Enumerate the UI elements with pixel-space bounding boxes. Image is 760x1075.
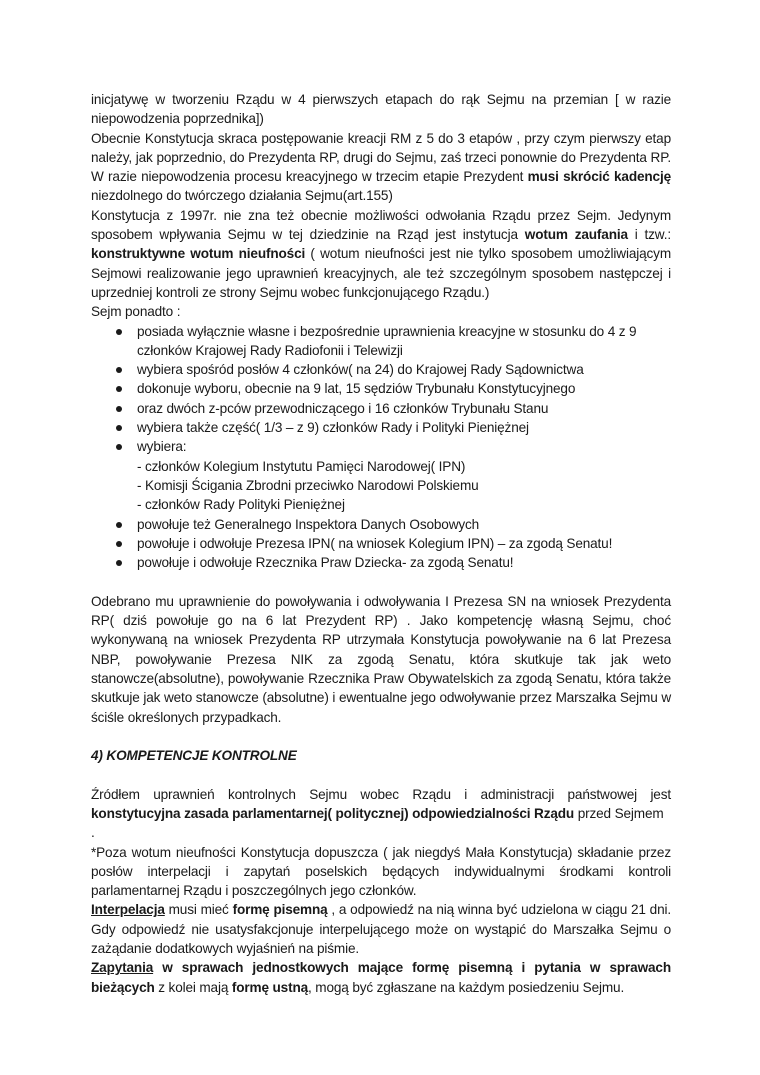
paragraph-appointments: Odebrano mu uprawnienie do powoływania i odwoływania I Prezesa SN na wniosek Prezydenta RP( dziś powołuje go na 6 lat Prezydent RP) . Jako kompetencję własną Sejmu, choć wykonywaną na wniosek Prezydenta RP utrzymała Konstytucja powoływanie na 6 lat Prezesa NBP, powoływanie Prezesa NIK za zgodą Senatu, która skutkuje tak jak weto stanowcze(absolutne), powoływanie Rzecznika Praw Obywatelskich za zgodą Senatu, która także skutkuje jak weto stanowcze (absolutne) i ewentualne jego odwoływanie przez Marszałka Sejmu w ściśle określonych przypadkach. xyxy=(91,593,671,725)
paragraph-text: niezdolnego do twórczego działania Sejmu(art.155) xyxy=(91,188,393,204)
bold-text: konstytucyjna zasada parlamentarnej( politycznej) odpowiedzialności Rządu xyxy=(91,805,575,821)
bullet-icon xyxy=(116,444,122,450)
list-item-text: powołuje też Generalnego Inspektora Danych Osobowych xyxy=(137,516,480,532)
list-item-text: posiada wyłącznie własne i bezpośrednie uprawnienia kreacyjne w stosunku do 4 z 9 członków Krajowej Rady Radiofonii i Telewizji xyxy=(137,323,637,358)
list-item-text: wybiera: xyxy=(137,439,187,455)
section-heading: 4) KOMPETENCJE KONTROLNE xyxy=(91,748,297,764)
bullet-icon xyxy=(116,386,122,392)
paragraph-interpellations: *Poza wotum nieufności Konstytucja dopuszcza ( jak niegdyś Mała Konstytucja) składanie przez posłów interpelacji i zapytań poselskich będących indywidualnymi środkami kontroli parlamentarnej Rządu i poszczególnych jego członków. xyxy=(91,844,671,899)
list-item-text: wybiera także część( 1/3 – z 9) członków Rady i Polityki Pieniężnej xyxy=(137,420,529,436)
paragraph-zapytania xyxy=(91,958,671,997)
bold-text: formę ustną xyxy=(231,979,309,995)
bold-text: musi skrócić kadencję xyxy=(527,169,671,185)
list-item-text: dokonuje wyboru, obecnie na 9 lat, 15 sędziów Trybunału Konstytucyjnego xyxy=(137,381,576,397)
list-item xyxy=(91,399,671,418)
bold-text: w sprawach jednostkowych mające formę pisemną i pytania w sprawach bieżących xyxy=(91,960,671,995)
bullet-icon xyxy=(116,560,122,566)
paragraph-text: inicjatywę w tworzeniu Rządu w 4 pierwszych etapach do rąk Sejmu na przemian [ w razie niepowodzenia poprzednika]) xyxy=(91,92,671,127)
list-item xyxy=(91,418,671,437)
list-item-text: powołuje i odwołuje Rzecznika Praw Dziecka- za zgodą Senatu! xyxy=(137,555,514,571)
paragraph-intro xyxy=(91,90,671,129)
list-item xyxy=(91,534,671,553)
list-item-text: oraz dwóch z-pców przewodniczącego i 16 członków Trybunału Stanu xyxy=(137,400,549,416)
paragraph-interpelacja xyxy=(91,900,671,958)
paragraph-text: przed Sejmem xyxy=(574,805,664,821)
bold-underlined-text: Zapytania xyxy=(91,960,154,976)
bullet-icon xyxy=(116,522,122,528)
bullet-icon xyxy=(116,367,122,373)
spacer xyxy=(91,765,671,784)
bold-underlined-text: Interpelacja xyxy=(91,902,165,918)
bold-text: wotum zaufania xyxy=(524,227,628,243)
paragraph-text: z kolei mają xyxy=(154,979,232,995)
list-item xyxy=(91,553,671,572)
list-item xyxy=(91,515,671,534)
paragraph-text: Źródłem uprawnień kontrolnych Sejmu wobec Rządu i administracji państwowej jest xyxy=(91,786,671,802)
paragraph-text: Obecnie Konstytucja skraca postępowanie kreacji RM z 5 do 3 etapów , przy czym pierwszy etap należy, jak poprzednio, do Prezydenta RP, drugi do Sejmu, zaś trzeci ponownie do Prezydenta RP. W razie niepowodzenia procesu kreacyjnego w trzecim etapie Prezydent xyxy=(91,130,671,185)
paragraph-text: , mogą być zgłaszane na każdym posiedzeniu Sejmu. xyxy=(308,979,625,995)
list-item xyxy=(91,360,671,379)
bold-text: konstruktywne wotum nieufności xyxy=(91,246,306,262)
list-item xyxy=(91,322,671,361)
sub-item-text: - Komisji Ścigania Zbrodni przeciwko Narodowi Polskiemu xyxy=(137,477,479,493)
document-page xyxy=(91,90,671,997)
sejm-ponadto-label: Sejm ponadto : xyxy=(91,304,181,320)
bold-text: formę pisemną xyxy=(232,902,328,918)
spacer xyxy=(91,572,671,591)
bullet-list xyxy=(91,322,671,573)
bullet-icon xyxy=(116,425,122,431)
sub-item-text: - członków Rady Polityki Pieniężnej xyxy=(137,497,345,513)
list-item xyxy=(91,379,671,398)
bullet-icon xyxy=(116,406,122,412)
paragraph-text: i tzw.: xyxy=(627,227,671,243)
list-item-text: powołuje i odwołuje Prezesa IPN( na wniosek Kolegium IPN) – za zgodą Senatu! xyxy=(137,535,613,551)
spacer xyxy=(91,727,671,746)
bullet-icon xyxy=(116,329,122,335)
sub-item-text: - członków Kolegium Instytutu Pamięci Narodowej( IPN) xyxy=(137,458,466,474)
stray-dot: . xyxy=(91,825,95,841)
bullet-icon xyxy=(116,541,122,547)
paragraph-text: Konstytucja z 1997r. nie zna też obecnie możliwości odwołania Rządu przez Sejm. Jedynym sposobem wpływania Sejmu w tej dziedzinie na Rząd jest instytucja xyxy=(91,207,671,243)
list-item xyxy=(91,437,671,514)
list-item-text: wybiera spośród posłów 4 członków( na 24) do Krajowej Rady Sądownictwa xyxy=(137,362,584,378)
paragraph-text: musi mieć xyxy=(164,902,233,918)
paragraph-text: ( wotum nieufności jest nie tylko sposobem umożliwiającym Sejmowi realizowanie jego uprawnień kreacyjnych, ale też szczególnym sposobem następczej i uprzedniej kontroli ze strony Sejmu wobec funkcjonującego Rządu.) xyxy=(91,246,671,300)
paragraph-creation-stages xyxy=(91,129,671,206)
paragraph-text: , a odpowiedź na nią winna być udzielona w ciągu 21 dni. Gdy odpowiedź nie usatysfakcjonuje interpelującego może on wystąpić do Marszałka Sejmu o zażądanie dodatkowych wyjaśnień na piśmie. xyxy=(91,902,671,957)
paragraph-control-source xyxy=(91,785,671,824)
paragraph-no-confidence xyxy=(91,206,671,302)
